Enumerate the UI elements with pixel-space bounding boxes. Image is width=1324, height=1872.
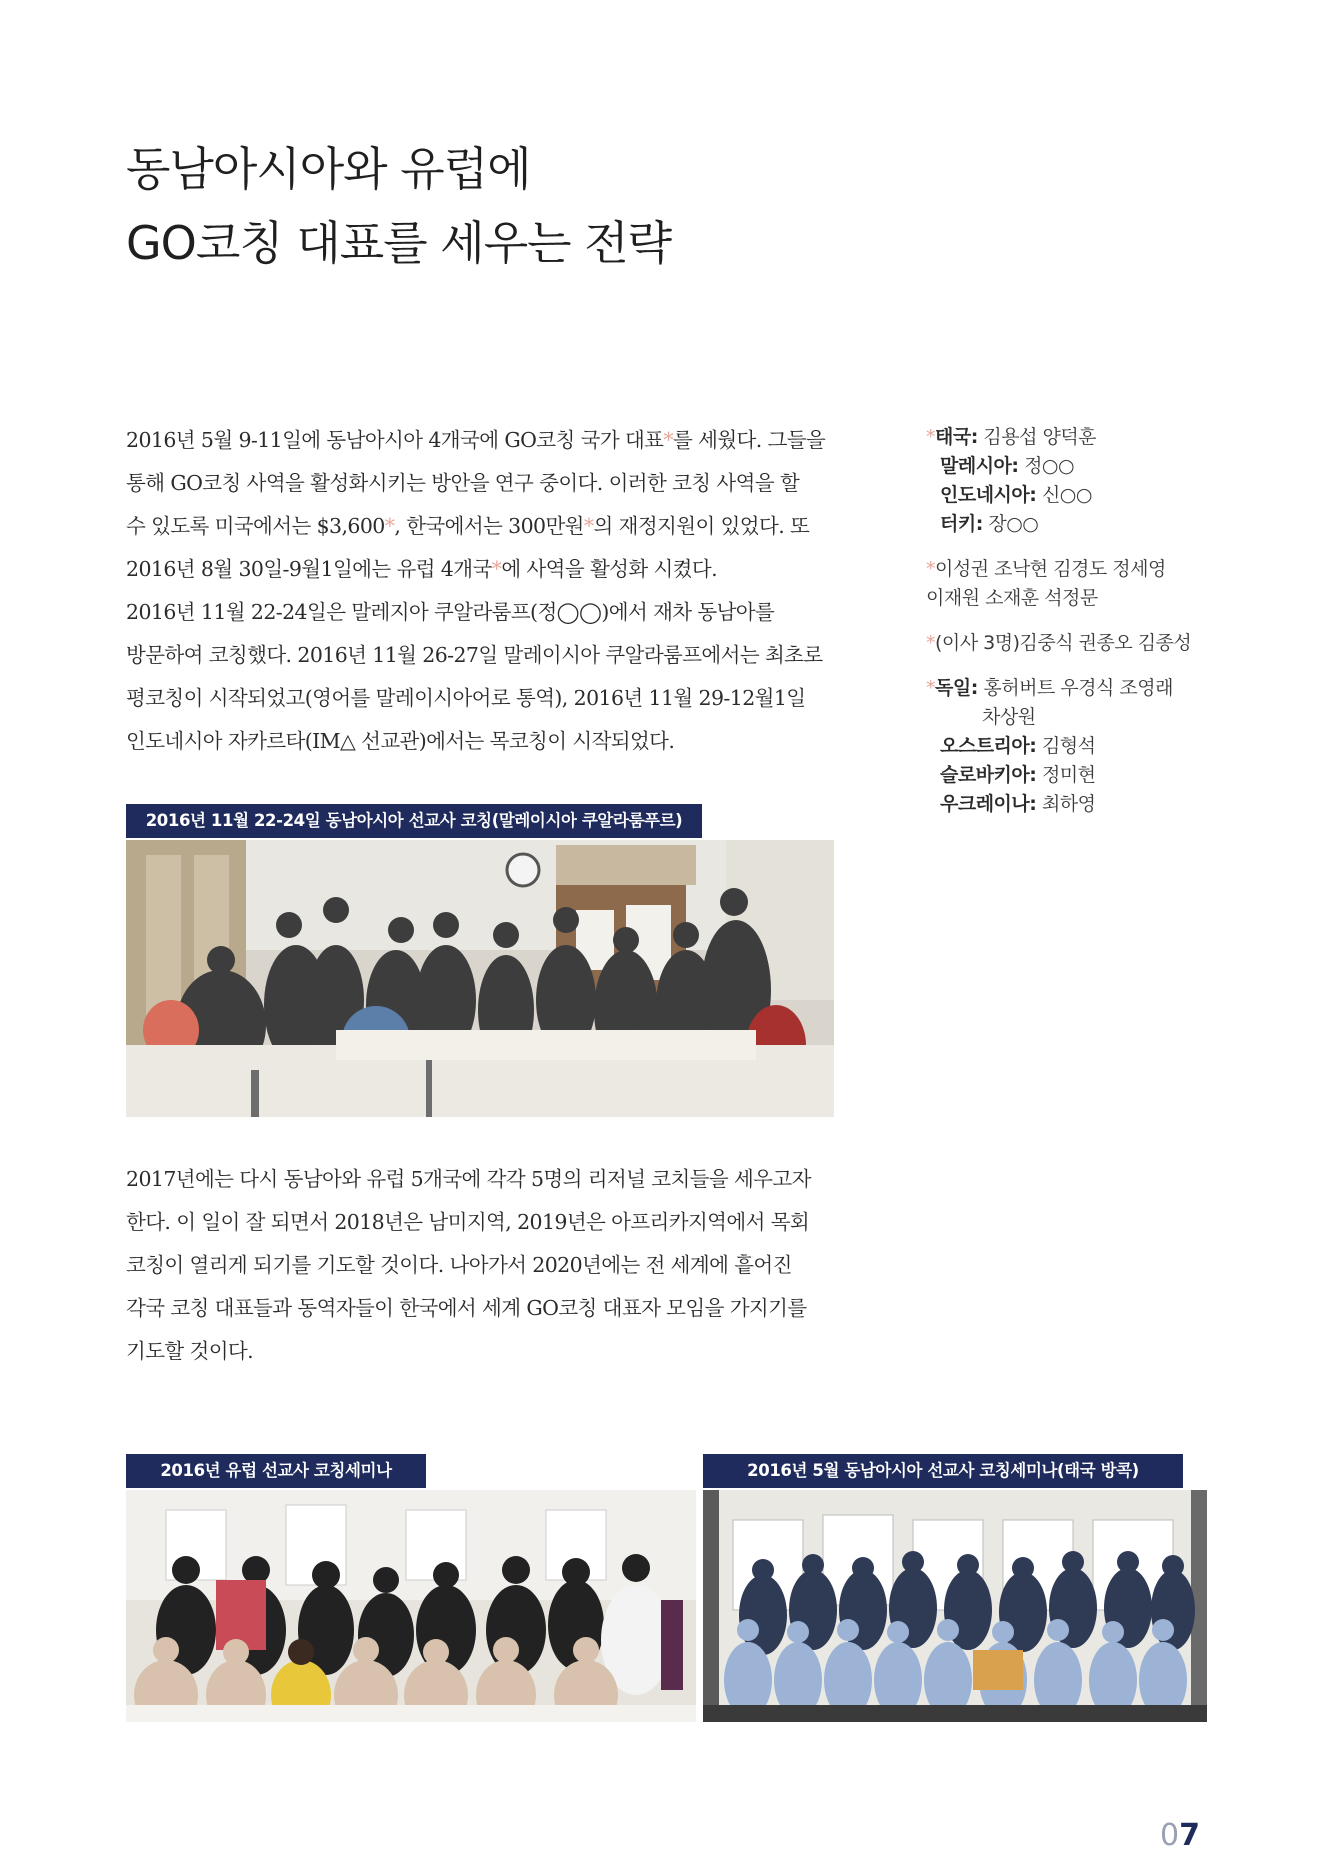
- intro-line: 통해 GO코칭 사역을 활성화시키는 방안을 연구 중이다. 이러한 코칭 사역을 할: [126, 471, 800, 495]
- note-row: *태국: 김용섭 양덕훈: [926, 426, 1097, 448]
- caption-thailand: 2016년 5월 동남아시아 선교사 코칭세미나(태국 방콕): [703, 1454, 1183, 1488]
- note-row: 터키: 장○○: [940, 513, 1039, 535]
- note-row: *(이사 3명)김중식 권종오 김종성: [926, 632, 1192, 654]
- intro-line: 수 있도록 미국에서는 $3,600*, 한국에서는 300만원*의 재정지원이 있었다. 또: [126, 514, 810, 538]
- intro-line: 평코칭이 시작되었고(영어를 말레이시아어로 통역), 2016년 11월 29-12월1일: [126, 686, 806, 710]
- outro-line: 2017년에는 다시 동남아와 유럽 5개국에 각각 5명의 리저널 코치들을 세우고자: [126, 1167, 811, 1191]
- intro-line: 인도네시아 자카르타(IM△ 선교관)에서는 목코칭이 시작되었다.: [126, 729, 675, 753]
- note-row: 차상원: [982, 706, 1036, 728]
- outro-line: 기도할 것이다.: [126, 1339, 254, 1363]
- note-row: *이성권 조낙현 김경도 정세영: [926, 558, 1166, 580]
- intro-line: 2016년 11월 22-24일은 말레지아 쿠알라룸프(정◯◯)에서 재차 동남아를: [126, 600, 775, 624]
- note-korea-donors: [926, 629, 1226, 658]
- intro-line: 2016년 8월 30일-9월1일에는 유럽 4개국*에 사역을 활성화 시켰다.: [126, 557, 718, 581]
- note-row: *독일: 홍허버트 우경식 조영래: [926, 677, 1173, 699]
- intro-line: 방문하여 코칭했다. 2016년 11월 26-27일 말레이시아 쿠알라룸프에서는 최초로: [126, 643, 823, 667]
- outro-line: 한다. 이 일이 잘 되면서 2018년은 남미지역, 2019년은 아프리카지역에서 목회: [126, 1210, 810, 1234]
- note-europe-reps: [926, 674, 1226, 819]
- note-row: 인도네시아: 신○○: [940, 484, 1092, 506]
- outro-paragraph: [126, 1158, 811, 1373]
- sidebar-notes: [926, 423, 1226, 835]
- note-row: 이재원 소재훈 석정문: [926, 587, 1098, 609]
- intro-line: 2016년 5월 9-11일에 동남아시아 4개국에 GO코칭 국가 대표*를 세웠다. 그들을: [126, 428, 826, 452]
- intro-paragraph: [126, 419, 825, 763]
- caption-europe: 2016년 유럽 선교사 코칭세미나: [126, 1454, 426, 1488]
- note-row: 오스트리아: 김형석: [940, 735, 1096, 757]
- photo-europe: [126, 1490, 696, 1722]
- note-row: 슬로바키아: 정미현: [940, 764, 1096, 786]
- note-row: 우크레이나: 최하영: [940, 793, 1096, 815]
- page-title: [126, 132, 671, 280]
- outro-line: 코칭이 열리게 되기를 기도할 것이다. 나아가서 2020년에는 전 세계에 흩어진: [126, 1253, 792, 1277]
- page-number: 07: [1160, 1818, 1200, 1853]
- photo-thailand: [703, 1490, 1207, 1722]
- note-country-reps: [926, 423, 1226, 539]
- caption-malaysia: 2016년 11월 22-24일 동남아시아 선교사 코칭(말레이시아 쿠알라룸푸르): [126, 804, 702, 838]
- photo-malaysia: [126, 840, 834, 1117]
- title-line-1: 동남아시아와 유럽에: [126, 142, 531, 196]
- outro-line: 각국 코칭 대표들과 동역자들이 한국에서 세계 GO코칭 대표자 모임을 가지기를: [126, 1296, 807, 1320]
- title-line-2: GO코칭 대표를 세우는 전략: [126, 216, 672, 270]
- note-us-donors: [926, 555, 1226, 613]
- note-row: 말레시아: 정○○: [940, 455, 1075, 477]
